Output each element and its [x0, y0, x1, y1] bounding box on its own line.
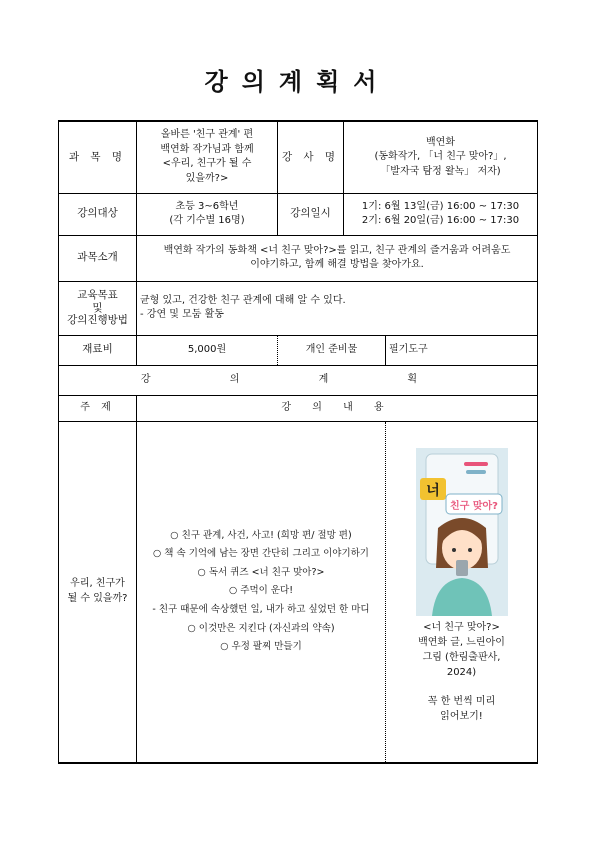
row-subject: [59, 121, 538, 193]
theme-value: 우리, 친구가 될 수 있을까?: [59, 421, 137, 763]
book-cover-illustration: [416, 448, 508, 616]
content-header: 강 의 내 용: [137, 395, 538, 421]
content-item: ○ 주먹이 운다!: [228, 585, 294, 597]
instructor-value: 백연화 (동화작가, 「너 친구 맞아?」, 「발자국 탐정 왈녹」 저자): [344, 121, 538, 193]
row-intro: [59, 235, 538, 281]
content-list: [137, 421, 386, 763]
row-goal: [59, 281, 538, 335]
row-audience: [59, 193, 538, 235]
row-fee: [59, 335, 538, 365]
content-item: ○ 이것만은 지킨다 (자신과의 약속): [187, 622, 335, 634]
personal-label: 개인 준비물: [278, 335, 386, 365]
content-item: - 친구 때문에 속상했던 일, 내가 하고 싶었던 한 마디: [152, 604, 370, 615]
personal-value: 필기도구: [386, 335, 538, 365]
fee-label: 재료비: [59, 335, 137, 365]
instructor-label: 강 사 명: [278, 121, 344, 193]
book-cover-image: [416, 448, 508, 616]
fee-value: 5,000원: [137, 335, 278, 365]
theme-header: 주 제: [59, 395, 137, 421]
subject-label: 과 목 명: [59, 121, 137, 193]
intro-label: 과목소개: [59, 235, 137, 281]
content-item: ○ 책 속 기억에 남는 장면 간단히 그리고 이야기하기: [153, 548, 369, 560]
cover-title-2: 친구 맞아?: [449, 500, 498, 512]
goal-value: 균형 있고, 건강한 친구 관계에 대해 알 수 있다. - 강연 및 모둠 활동: [137, 281, 538, 335]
audience-label: 강의대상: [59, 193, 137, 235]
intro-value: 백연화 작가의 동화책 <너 친구 맞아?>를 읽고, 친구 관계의 즐거움과 어려움도 이야기하고, 함께 해결 방법을 찾아가요.: [137, 235, 538, 281]
cover-title-1: 너: [425, 482, 440, 499]
content-item: ○ 친구 관계, 사건, 사고! (희망 편/ 절망 편): [170, 529, 352, 541]
goal-label: 교육목표 및 강의진행방법: [59, 281, 137, 335]
schedule-label: 강의일시: [278, 193, 344, 235]
book-caption: <너 친구 맞아?> 백연화 글, 느린아이 그림 (한림출판사, 2024): [418, 621, 505, 678]
audience-value: 초등 3~6학년 (각 기수별 16명): [137, 193, 278, 235]
row-columns: [59, 395, 538, 421]
row-plan-header: [59, 365, 538, 395]
row-content: [59, 421, 538, 763]
content-item: ○ 우정 팔찌 만들기: [220, 641, 302, 653]
schedule-value: 1기: 6월 13일(금) 16:00 ~ 17:30 2기: 6월 20일(금) 16:00 ~ 17:30: [344, 193, 538, 235]
book-note: 꼭 한 번씩 미리 읽어보기!: [427, 695, 496, 722]
plan-header: 강 의 계 획: [59, 365, 538, 395]
book-cell: [386, 421, 538, 763]
content-item: ○ 독서 퀴즈 <너 친구 맞아?>: [197, 566, 325, 578]
lecture-plan-table: [58, 120, 538, 764]
page-title: 강의계획서: [204, 68, 391, 96]
subject-value: 올바른 '친구 관계' 편 백연화 작가님과 함께 <우리, 친구가 될 수 있을까?>: [137, 121, 278, 193]
